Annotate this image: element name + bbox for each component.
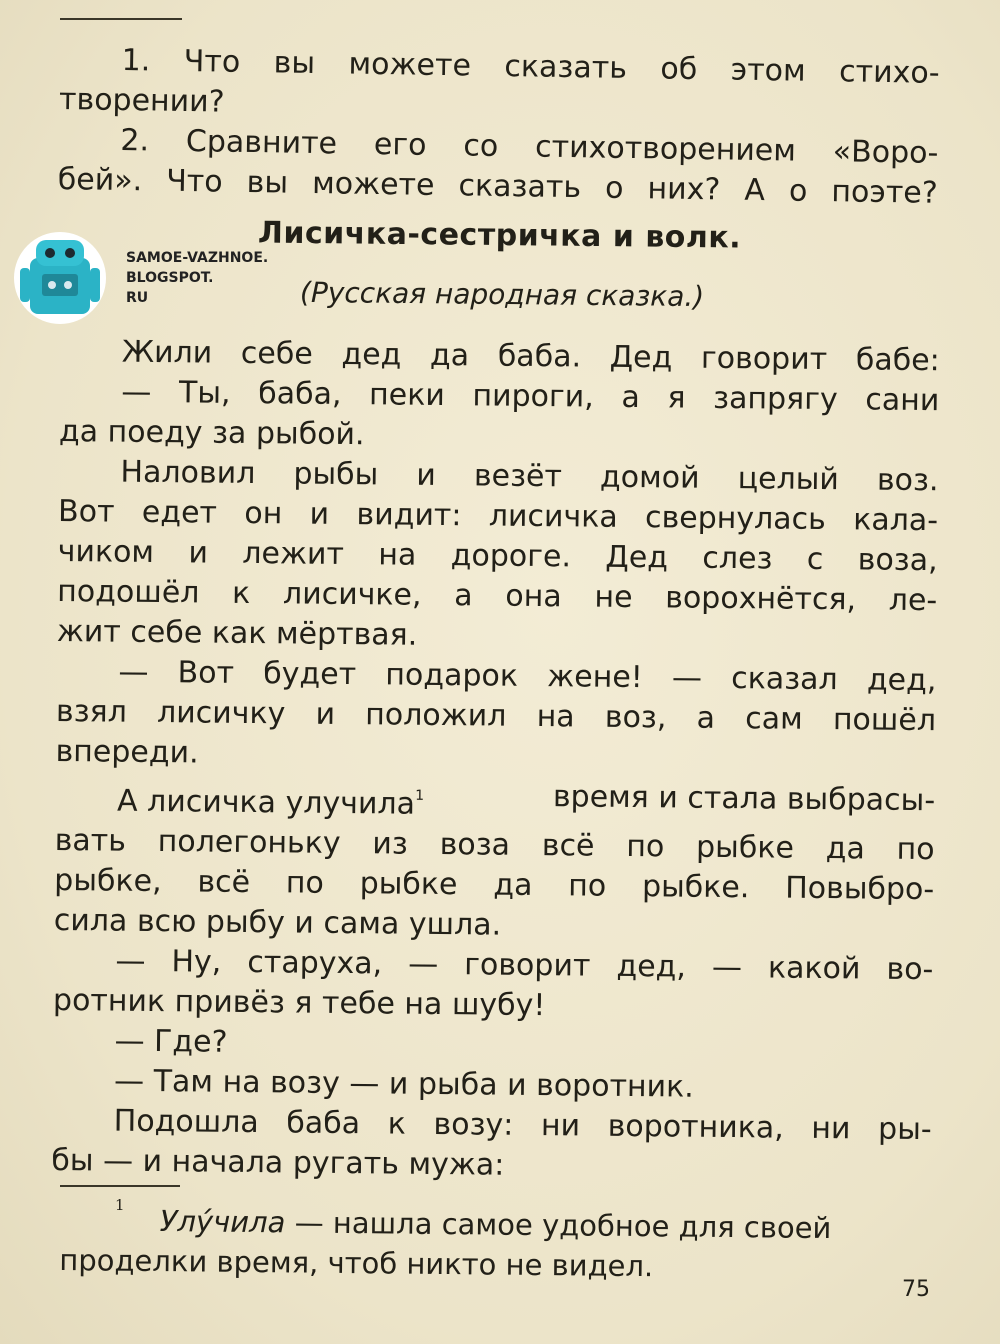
footnote-definition: — нашла самое удобное для своей [285,1205,832,1246]
questions-block [57,40,939,214]
watermark [8,228,278,328]
question-1-line-1: 1. Что вы можете сказать об этом стихо- [121,42,940,91]
story-line: да поеду за рыбой. [58,413,365,453]
story-line: — Ты, баба, пеки пироги, а я запрягу сани [121,374,940,419]
story-line: — Ну, старуха, — говорит дед, — какой во- [115,943,934,988]
footnote-line-2: проделки время, чтоб никто не видел. [59,1242,654,1284]
story-line: Подошла баба к возу: ни воротника, ни ры- [113,1103,932,1148]
robot-logo-icon [8,228,118,328]
story-line: жит себе как мёртвая. [56,613,418,653]
story-line: — Вот будет подарок жене! — сказал дед, [118,654,937,699]
story-line: сила всю рыбу и сама ушла. [53,902,502,943]
footnote-divider [60,1185,180,1187]
story-line: Жили себе дед да баба. Дед говорит бабе: [121,334,940,379]
story-line: чиком и лежит на дороге. Дед слез с воза, [57,533,938,579]
question-2-line-1: 2. Сравните его со стихотворением «Воро- [120,122,939,171]
story-line-end: время и стала выбрасы- [552,779,936,819]
story-line: бы — и начала ругать мужа: [51,1142,505,1183]
story-title: Лисичка-сестричка и волк. [257,215,742,256]
story-line: ротник привёз я тебе на шубу! [52,982,546,1024]
story-line: Вот едет он и видит: лисичка свернулась кала- [57,493,939,539]
story-line: вать полегоньку из воза всё по рыбке да по [54,822,935,868]
story-line: — Там на возу — и рыба и воротник. [113,1063,694,1105]
story-line: Наловил рыбы и везёт домой целый воз. [120,454,939,499]
question-2-line-2: бей». Что вы можете сказать о них? А о поэте? [57,161,938,211]
story-body [51,332,940,1190]
footnote [59,1200,940,1289]
watermark-line-1: SAMOE-VAZHNOE. [126,250,269,266]
page-number: 75 [902,1277,930,1302]
story-line: впереди. [55,733,199,771]
top-divider [60,18,182,20]
footnote-term: Улу́чила [159,1204,286,1240]
watermark-line-2: BLOGSPOT. [126,270,214,286]
footnote-reference: 1 [415,787,425,804]
story-line: взял лисичку и положил на воз, а сам пошёл [55,693,937,739]
watermark-line-3: RU [126,290,149,306]
story-line: — Где? [114,1023,228,1060]
story-subtitle: (Русская народная сказка.) [299,275,705,314]
footnote-mark: 1 [115,1196,125,1214]
story-line: подошёл к лисичке, а она не ворохнётся, ле- [57,573,938,619]
question-1-line-2: творении? [58,81,225,120]
story-line-start: А лисичка улучила [116,783,416,822]
story-line: рыбке, всё по рыбке да по рыбке. Повыбро- [54,862,935,908]
